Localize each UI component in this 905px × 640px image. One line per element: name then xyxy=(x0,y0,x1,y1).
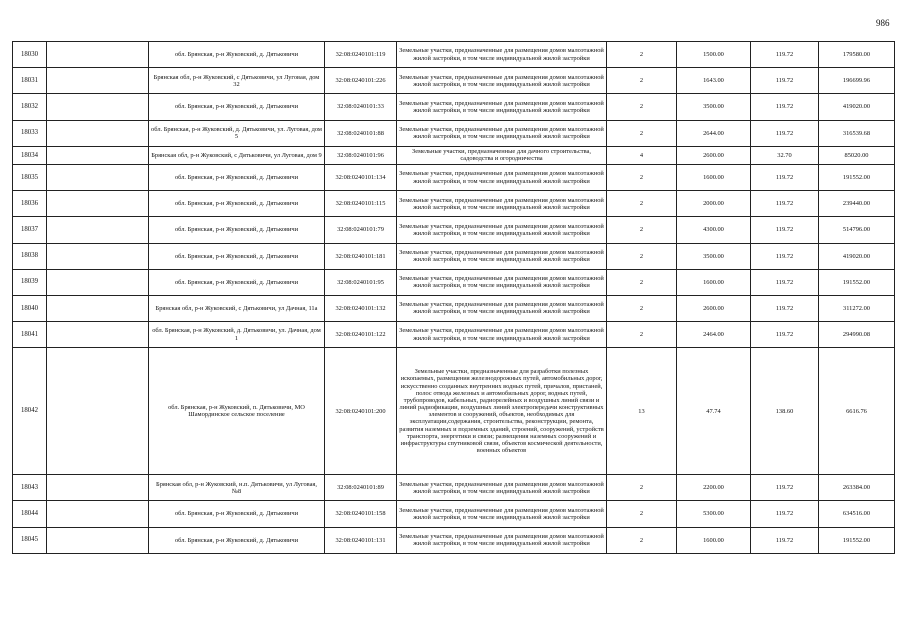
row-id-cell: 18042 xyxy=(13,348,47,475)
address-cell: обл. Брянская, р-н Жуковский, д. Дятьковичи, ул. Луговая, дом 5 xyxy=(149,120,325,146)
address-cell: обл. Брянская, р-н Жуковский, д. Дятьковичи xyxy=(149,42,325,68)
use-group-cell: 2 xyxy=(607,243,677,269)
cadastral-value-cell: 263384.00 xyxy=(819,475,895,501)
use-group-cell: 2 xyxy=(607,295,677,321)
land-use-purpose-cell: Земельные участки, предназначенные для размещения домов малоэтажной жилой застройки, в том числе индивидуальной жилой застройки xyxy=(397,164,607,190)
address-cell: обл. Брянская, р-н Жуковский, д. Дятьковичи xyxy=(149,243,325,269)
row-id-cell: 18045 xyxy=(13,527,47,553)
row-id-cell: 18044 xyxy=(13,501,47,527)
cadastral-number-cell: 32:08:0240101:88 xyxy=(325,120,397,146)
use-group-cell: 2 xyxy=(607,42,677,68)
cadastral-number-cell: 32:08:0240101:89 xyxy=(325,475,397,501)
spacer-cell xyxy=(47,94,149,120)
page-number: 986 xyxy=(876,18,890,28)
table-row xyxy=(13,94,895,120)
specific-value-cell: 119.72 xyxy=(751,475,819,501)
address-cell: Брянская обл, р-н Жуковский, с Дятьковичи, ул Луговая, дом 9 xyxy=(149,146,325,164)
cadastral-number-cell: 32:08:0240101:33 xyxy=(325,94,397,120)
spacer-cell xyxy=(47,501,149,527)
use-group-cell: 13 xyxy=(607,348,677,475)
row-id-cell: 18035 xyxy=(13,164,47,190)
table-row xyxy=(13,348,895,475)
land-use-purpose-cell: Земельные участки, предназначенные для размещения домов малоэтажной жилой застройки, в том числе индивидуальной жилой застройки xyxy=(397,42,607,68)
use-group-cell: 2 xyxy=(607,68,677,94)
cadastral-value-cell: 316539.68 xyxy=(819,120,895,146)
area-cell: 2644.00 xyxy=(677,120,751,146)
area-cell: 2600.00 xyxy=(677,295,751,321)
area-cell: 2200.00 xyxy=(677,475,751,501)
specific-value-cell: 119.72 xyxy=(751,164,819,190)
table-row xyxy=(13,164,895,190)
table-row xyxy=(13,475,895,501)
specific-value-cell: 32.70 xyxy=(751,146,819,164)
cadastral-value-cell: 419020.00 xyxy=(819,94,895,120)
row-id-cell: 18034 xyxy=(13,146,47,164)
address-cell: обл. Брянская, р-н Жуковский, п. Дятьковичи, МО Шамординское сельское поселение xyxy=(149,348,325,475)
specific-value-cell: 119.72 xyxy=(751,191,819,217)
area-cell: 3500.00 xyxy=(677,243,751,269)
row-id-cell: 18039 xyxy=(13,269,47,295)
specific-value-cell: 119.72 xyxy=(751,501,819,527)
area-cell: 1643.00 xyxy=(677,68,751,94)
row-id-cell: 18031 xyxy=(13,68,47,94)
spacer-cell xyxy=(47,475,149,501)
table-row xyxy=(13,42,895,68)
spacer-cell xyxy=(47,146,149,164)
land-use-purpose-cell: Земельные участки, предназначенные для размещения домов малоэтажной жилой застройки, в том числе индивидуальной жилой застройки xyxy=(397,527,607,553)
address-cell: обл. Брянская, р-н Жуковский, д. Дятьковичи xyxy=(149,217,325,243)
table-row xyxy=(13,322,895,348)
use-group-cell: 2 xyxy=(607,120,677,146)
spacer-cell xyxy=(47,42,149,68)
area-cell: 4300.00 xyxy=(677,217,751,243)
specific-value-cell: 119.72 xyxy=(751,217,819,243)
cadastral-number-cell: 32:08:0240101:158 xyxy=(325,501,397,527)
spacer-cell xyxy=(47,120,149,146)
specific-value-cell: 119.72 xyxy=(751,68,819,94)
cadastral-number-cell: 32:08:0240101:181 xyxy=(325,243,397,269)
use-group-cell: 2 xyxy=(607,217,677,243)
table-body xyxy=(13,42,895,554)
table-row xyxy=(13,527,895,553)
address-cell: Брянская обл, р-н Жуковский, с Дятьковичи, ул Дачная, 11а xyxy=(149,295,325,321)
table-row xyxy=(13,68,895,94)
land-use-purpose-cell: Земельные участки, предназначенные для размещения домов малоэтажной жилой застройки, в том числе индивидуальной жилой застройки xyxy=(397,295,607,321)
table-row xyxy=(13,217,895,243)
cadastral-value-cell: 311272.00 xyxy=(819,295,895,321)
specific-value-cell: 119.72 xyxy=(751,269,819,295)
land-use-purpose-cell: Земельные участки, предназначенные для разработки полезных ископаемых, размещения железнодорожных путей, автомобильных дорог, искусственно созданных внутренних водных путей, причалов, пристаней, полос отвода железных и автомобильных дорог, водных путей, трубопроводов, кабельных, радиорелейных и воздушных линий связи и линий радиофикации, воздушных линий электропередачи конструктивных элементов и сооружений, объектов, необходимых для эксплуатации,содержания, строительства, реконструкции, ремонта, развития наземных и подземных зданий, строений, сооружений, устройств транспорта, энергетики и связи; размещения наземных сооружений и инфраструктуры спутниковой связи, объектов космической деятельности, военных объектов xyxy=(397,348,607,475)
address-cell: обл. Брянская, р-н Жуковский, д. Дятьковичи xyxy=(149,94,325,120)
land-use-purpose-cell: Земельные участки, предназначенные для размещения домов малоэтажной жилой застройки, в том числе индивидуальной жилой застройки xyxy=(397,322,607,348)
table-row xyxy=(13,243,895,269)
cadastral-value-cell: 85020.00 xyxy=(819,146,895,164)
area-cell: 47.74 xyxy=(677,348,751,475)
cadastral-number-cell: 32:08:0240101:79 xyxy=(325,217,397,243)
specific-value-cell: 119.72 xyxy=(751,42,819,68)
cadastral-number-cell: 32:08:0240101:96 xyxy=(325,146,397,164)
land-use-purpose-cell: Земельные участки, предназначенные для размещения домов малоэтажной жилой застройки, в том числе индивидуальной жилой застройки xyxy=(397,120,607,146)
row-id-cell: 18037 xyxy=(13,217,47,243)
address-cell: Брянская обл, р-н Жуковский, с Дятьковичи, ул Луговая, дом 32 xyxy=(149,68,325,94)
spacer-cell xyxy=(47,164,149,190)
cadastral-value-cell: 191552.00 xyxy=(819,527,895,553)
use-group-cell: 2 xyxy=(607,475,677,501)
land-use-purpose-cell: Земельные участки, предназначенные для размещения домов малоэтажной жилой застройки, в том числе индивидуальной жилой застройки xyxy=(397,68,607,94)
table-row xyxy=(13,120,895,146)
row-id-cell: 18043 xyxy=(13,475,47,501)
spacer-cell xyxy=(47,68,149,94)
area-cell: 2000.00 xyxy=(677,191,751,217)
spacer-cell xyxy=(47,527,149,553)
row-id-cell: 18033 xyxy=(13,120,47,146)
row-id-cell: 18038 xyxy=(13,243,47,269)
cadastral-value-cell: 634516.00 xyxy=(819,501,895,527)
land-use-purpose-cell: Земельные участки, предназначенные для размещения домов малоэтажной жилой застройки, в том числе индивидуальной жилой застройки xyxy=(397,269,607,295)
cadastral-value-cell: 514796.00 xyxy=(819,217,895,243)
row-id-cell: 18030 xyxy=(13,42,47,68)
cadastral-number-cell: 32:08:0240101:226 xyxy=(325,68,397,94)
address-cell: Брянская обл, р-н Жуковский, н.п. Дятьковичи, ул Луговая, №8 xyxy=(149,475,325,501)
address-cell: обл. Брянская, р-н Жуковский, д. Дятьковичи xyxy=(149,164,325,190)
spacer-cell xyxy=(47,348,149,475)
row-id-cell: 18040 xyxy=(13,295,47,321)
cadastral-number-cell: 32:08:0240101:122 xyxy=(325,322,397,348)
spacer-cell xyxy=(47,269,149,295)
specific-value-cell: 119.72 xyxy=(751,94,819,120)
cadastral-value-cell: 419020.00 xyxy=(819,243,895,269)
land-use-purpose-cell: Земельные участки, предназначенные для размещения домов малоэтажной жилой застройки, в том числе индивидуальной жилой застройки xyxy=(397,475,607,501)
area-cell: 1600.00 xyxy=(677,164,751,190)
cadastral-value-cell: 196699.96 xyxy=(819,68,895,94)
table-row xyxy=(13,269,895,295)
use-group-cell: 4 xyxy=(607,146,677,164)
row-id-cell: 18032 xyxy=(13,94,47,120)
use-group-cell: 2 xyxy=(607,94,677,120)
cadastral-value-cell: 191552.00 xyxy=(819,164,895,190)
area-cell: 3500.00 xyxy=(677,94,751,120)
specific-value-cell: 119.72 xyxy=(751,527,819,553)
use-group-cell: 2 xyxy=(607,191,677,217)
area-cell: 2464.00 xyxy=(677,322,751,348)
spacer-cell xyxy=(47,243,149,269)
table-row xyxy=(13,146,895,164)
spacer-cell xyxy=(47,191,149,217)
cadastral-value-cell: 191552.00 xyxy=(819,269,895,295)
specific-value-cell: 119.72 xyxy=(751,295,819,321)
cadastral-value-cell: 6616.76 xyxy=(819,348,895,475)
area-cell: 1500.00 xyxy=(677,42,751,68)
table-row xyxy=(13,295,895,321)
specific-value-cell: 119.72 xyxy=(751,322,819,348)
specific-value-cell: 138.60 xyxy=(751,348,819,475)
spacer-cell xyxy=(47,217,149,243)
cadastral-value-cell: 179580.00 xyxy=(819,42,895,68)
use-group-cell: 2 xyxy=(607,322,677,348)
land-use-purpose-cell: Земельные участки, предназначенные для размещения домов малоэтажной жилой застройки, в том числе индивидуальной жилой застройки xyxy=(397,217,607,243)
area-cell: 1600.00 xyxy=(677,269,751,295)
spacer-cell xyxy=(47,322,149,348)
cadastral-number-cell: 32:08:0240101:134 xyxy=(325,164,397,190)
cadastral-number-cell: 32:08:0240101:95 xyxy=(325,269,397,295)
specific-value-cell: 119.72 xyxy=(751,243,819,269)
cadastral-value-cell: 294990.08 xyxy=(819,322,895,348)
land-use-purpose-cell: Земельные участки, предназначенные для дачного строительства, садоводства и огородничества xyxy=(397,146,607,164)
address-cell: обл. Брянская, р-н Жуковский, д. Дятьковичи xyxy=(149,269,325,295)
use-group-cell: 2 xyxy=(607,269,677,295)
cadastral-number-cell: 32:08:0240101:132 xyxy=(325,295,397,321)
area-cell: 5300.00 xyxy=(677,501,751,527)
row-id-cell: 18036 xyxy=(13,191,47,217)
address-cell: обл. Брянская, р-н Жуковский, д. Дятьковичи xyxy=(149,501,325,527)
specific-value-cell: 119.72 xyxy=(751,120,819,146)
cadastral-value-table xyxy=(12,41,895,554)
land-use-purpose-cell: Земельные участки, предназначенные для размещения домов малоэтажной жилой застройки, в том числе индивидуальной жилой застройки xyxy=(397,191,607,217)
use-group-cell: 2 xyxy=(607,501,677,527)
use-group-cell: 2 xyxy=(607,164,677,190)
land-use-purpose-cell: Земельные участки, предназначенные для размещения домов малоэтажной жилой застройки, в том числе индивидуальной жилой застройки xyxy=(397,243,607,269)
land-use-purpose-cell: Земельные участки, предназначенные для размещения домов малоэтажной жилой застройки, в том числе индивидуальной жилой застройки xyxy=(397,94,607,120)
use-group-cell: 2 xyxy=(607,527,677,553)
address-cell: обл. Брянская, р-н Жуковский, д. Дятьковичи xyxy=(149,191,325,217)
address-cell: обл. Брянская, р-н Жуковский, д. Дятьковичи, ул. Дачная, дом 1 xyxy=(149,322,325,348)
table-row xyxy=(13,191,895,217)
area-cell: 2600.00 xyxy=(677,146,751,164)
cadastral-number-cell: 32:08:0240101:115 xyxy=(325,191,397,217)
table-row xyxy=(13,501,895,527)
cadastral-number-cell: 32:08:0240101:200 xyxy=(325,348,397,475)
cadastral-number-cell: 32:08:0240101:119 xyxy=(325,42,397,68)
address-cell: обл. Брянская, р-н Жуковский, д. Дятьковичи xyxy=(149,527,325,553)
land-use-purpose-cell: Земельные участки, предназначенные для размещения домов малоэтажной жилой застройки, в том числе индивидуальной жилой застройки xyxy=(397,501,607,527)
spacer-cell xyxy=(47,295,149,321)
row-id-cell: 18041 xyxy=(13,322,47,348)
cadastral-number-cell: 32:08:0240101:131 xyxy=(325,527,397,553)
area-cell: 1600.00 xyxy=(677,527,751,553)
cadastral-value-cell: 239440.00 xyxy=(819,191,895,217)
